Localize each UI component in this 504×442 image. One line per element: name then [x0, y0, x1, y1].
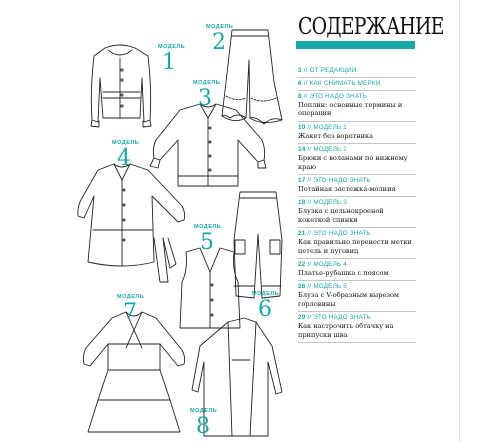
model-label-1: МОДЕЛЬ: [158, 44, 186, 50]
section-description: Как правильно перенести метки петель и пуговиц: [298, 238, 412, 255]
toc-title: СОДЕРЖАНИЕ: [298, 14, 444, 40]
model-number-1: 1: [162, 50, 176, 75]
section-heading: ЭТО НАДО ЗНАТЬ: [313, 177, 371, 185]
blouse-sketch: [150, 104, 266, 186]
trousers-sketch: [222, 30, 282, 124]
section-description: Блуза с V-образным вырезом горловины: [298, 291, 400, 308]
page-number: 3: [298, 67, 302, 74]
toc-entry[interactable]: [298, 281, 416, 312]
section-description: Поплин: основные термины и операции: [298, 101, 403, 118]
separator: //: [303, 67, 308, 74]
toc-entry[interactable]: [298, 175, 416, 197]
toc-entry[interactable]: [298, 122, 416, 144]
title-accent-bar: [296, 41, 415, 49]
model-label-5: МОДЕЛЬ: [194, 224, 222, 230]
model-label-3: МОДЕЛЬ: [193, 80, 221, 86]
section-heading: МОДЕЛЬ 2: [313, 146, 347, 154]
section-description: Брюки с воланами по нижнему краю: [298, 154, 408, 171]
model-number-8: 8: [196, 414, 210, 439]
tiered-dress-sketch: [83, 312, 184, 432]
section-description: Жакет без воротника: [298, 131, 374, 140]
model-number-5: 5: [200, 230, 214, 255]
toc-entry[interactable]: [298, 78, 416, 91]
toc-entry[interactable]: [298, 228, 416, 259]
model-number-7: 7: [123, 300, 137, 325]
toc-list: [298, 65, 416, 343]
page-number: 8: [298, 93, 302, 100]
section-heading: МОДЕЛЬ 5: [313, 283, 347, 291]
page-number: 22: [298, 261, 306, 269]
separator: //: [307, 177, 312, 185]
page-edge-divider: [459, 0, 460, 442]
page-number: 6: [298, 80, 302, 87]
page-number: 26: [298, 283, 306, 291]
separator: //: [307, 283, 312, 291]
toc-entry[interactable]: [298, 259, 416, 281]
page-number: 21: [298, 230, 306, 238]
model-label-7: МОДЕЛЬ: [117, 294, 145, 300]
separator: //: [307, 314, 312, 322]
separator: //: [303, 93, 308, 100]
section-description: Блузка с цельнокроеной кокеткой спинки: [298, 207, 384, 224]
toc-entry[interactable]: [298, 91, 416, 122]
page-number: 29: [298, 314, 306, 322]
page-number: 17: [298, 177, 306, 185]
section-heading: ЭТО НАДО ЗНАТЬ: [313, 314, 371, 322]
section-heading: ОТ РЕДАКЦИИ: [309, 67, 357, 74]
shirt-dress-sketch: [78, 164, 185, 282]
separator: //: [307, 123, 312, 131]
model-number-6: 6: [258, 297, 272, 322]
section-heading: ЭТО НАДО ЗНАТЬ: [313, 230, 371, 238]
vest-blouse-sketch: [180, 248, 240, 328]
section-description: Как настрочить обтачку на припуски шва: [298, 322, 394, 339]
toc-entry[interactable]: [298, 312, 416, 343]
section-heading: КАК СНИМАТЬ МЕРКИ: [309, 80, 381, 87]
toc-entry[interactable]: [298, 144, 416, 175]
jacket-sketch: [91, 45, 151, 127]
section-heading: ЭТО НАДО ЗНАТЬ: [309, 93, 368, 100]
separator: //: [303, 80, 308, 87]
toc-entry[interactable]: [298, 197, 416, 228]
separator: //: [307, 199, 312, 207]
cargo-trousers-sketch: [234, 192, 282, 298]
section-heading: МОДЕЛЬ 3: [313, 199, 347, 207]
page-number: 14: [298, 146, 306, 154]
separator: //: [307, 230, 312, 238]
model-number-2: 2: [212, 30, 226, 55]
section-description: Потайная застежка-молния: [298, 185, 396, 194]
separator: //: [307, 261, 312, 269]
model-label-6: МОДЕЛЬ: [252, 291, 280, 297]
page-number: 10: [298, 123, 306, 131]
model-label-2: МОДЕЛЬ: [206, 24, 234, 30]
model-label-8: МОДЕЛЬ: [190, 408, 218, 414]
section-heading: МОДЕЛЬ 4: [313, 261, 347, 269]
section-heading: МОДЕЛЬ 1: [313, 123, 347, 131]
page-number: 18: [298, 199, 306, 207]
section-description: Платье-рубашка с поясом: [298, 269, 389, 278]
separator: //: [307, 146, 312, 154]
model-number-3: 3: [198, 86, 212, 111]
toc-entry[interactable]: [298, 65, 416, 78]
model-number-4: 4: [117, 146, 131, 171]
model-label-4: МОДЕЛЬ: [112, 140, 140, 146]
